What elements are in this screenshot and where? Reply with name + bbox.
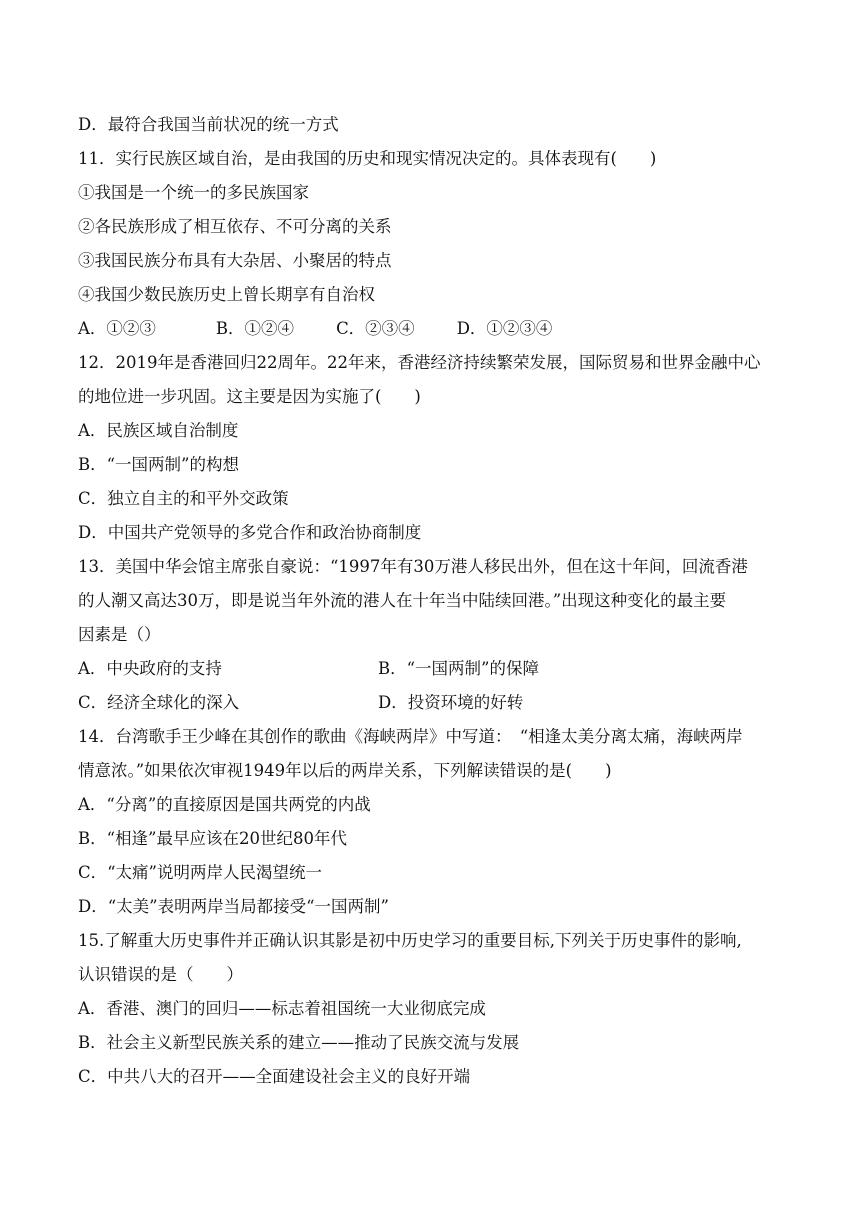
q11-statement-2: ②各民族形成了相互依存、不可分离的关系	[78, 217, 392, 236]
q15-option-c: C．中共八大的召开——全面建设社会主义的良好开端	[78, 1067, 471, 1086]
q15-stem-line-2: 认识错误的是（ ）	[78, 965, 243, 984]
q12-option-d: D．中国共产党领导的多党合作和政治协商制度	[78, 523, 422, 542]
exam-page	[78, 108, 790, 1094]
q15-option-a: A．香港、澳门的回归——标志着祖国统一大业彻底完成	[78, 999, 486, 1018]
q12-option-a: A．民族区域自治制度	[78, 421, 239, 440]
q12-option-c: C．独立自主的和平外交政策	[78, 489, 289, 508]
q15-option-b: B．社会主义新型民族关系的建立——推动了民族交流与发展	[78, 1033, 520, 1052]
q13-options-row-2	[78, 686, 790, 720]
q13-option-a: A．中央政府的支持	[78, 659, 222, 678]
q11-option-a: A．①②③	[78, 319, 156, 338]
q11-option-b: B．①②④	[215, 319, 295, 338]
q13-option-d: D．投资环境的好转	[378, 693, 524, 712]
q13-stem-line-1: 13．美国中华会馆主席张自豪说：“1997年有30万港人移民出外，但在这十年间，回流香港	[78, 557, 748, 576]
q11-option-c: C．②③④	[336, 319, 415, 338]
q12-stem-line-2: 的地位进一步巩固。这主要是因为实施了( )	[78, 387, 421, 406]
q12-stem-line-1: 12．2019年是香港回归22周年。22年来，香港经济持续繁荣发展，国际贸易和世界金融中心	[78, 353, 761, 372]
q11-options	[78, 312, 790, 346]
q13-stem-line-2: 的人潮又高达30万，即是说当年外流的港人在十年当中陆续回港。”出现这种变化的最主要	[78, 591, 727, 610]
q11-statement-3: ③我国民族分布具有大杂居、小聚居的特点	[78, 251, 392, 270]
q11-stem: 11．实行民族区域自治，是由我国的历史和现实情况决定的。具体表现有( )	[78, 149, 657, 168]
q14-option-c: C．“太痛”说明两岸人民渴望统一	[78, 863, 322, 882]
q11-statement-1: ①我国是一个统一的多民族国家	[78, 183, 309, 202]
q10-option-d: D．最符合我国当前状况的统一方式	[78, 115, 339, 134]
q14-option-d: D．“太美”表明两岸当局都接受“一国两制”	[78, 897, 389, 916]
q14-option-b: B．“相逢”最早应该在20世纪80年代	[78, 829, 347, 848]
q14-stem-line-2: 情意浓。”如果依次审视1949年以后的两岸关系，下列解读错误的是( )	[78, 761, 612, 780]
q13-stem-line-3: 因素是（）	[78, 625, 161, 644]
q15-stem-line-1: 15.了解重大历史事件并正确认识其影是初中历史学习的重要目标,下列关于历史事件的影响,	[78, 931, 742, 950]
q13-options-row-1	[78, 652, 790, 686]
q12-option-b: B．“一国两制”的构想	[78, 455, 239, 474]
q14-stem-line-1: 14．台湾歌手王少峰在其创作的歌曲《海峡两岸》中写道： “相逢太美分离太痛，海峡两岸	[78, 727, 743, 746]
q11-statement-4: ④我国少数民族历史上曾长期享有自治权	[78, 285, 375, 304]
q13-option-b: B．“一国两制”的保障	[378, 659, 539, 678]
q14-option-a: A．“分离”的直接原因是国共两党的内战	[78, 795, 371, 814]
q13-option-c: C．经济全球化的深入	[78, 693, 240, 712]
q11-option-d: D．①②③④	[456, 319, 553, 338]
